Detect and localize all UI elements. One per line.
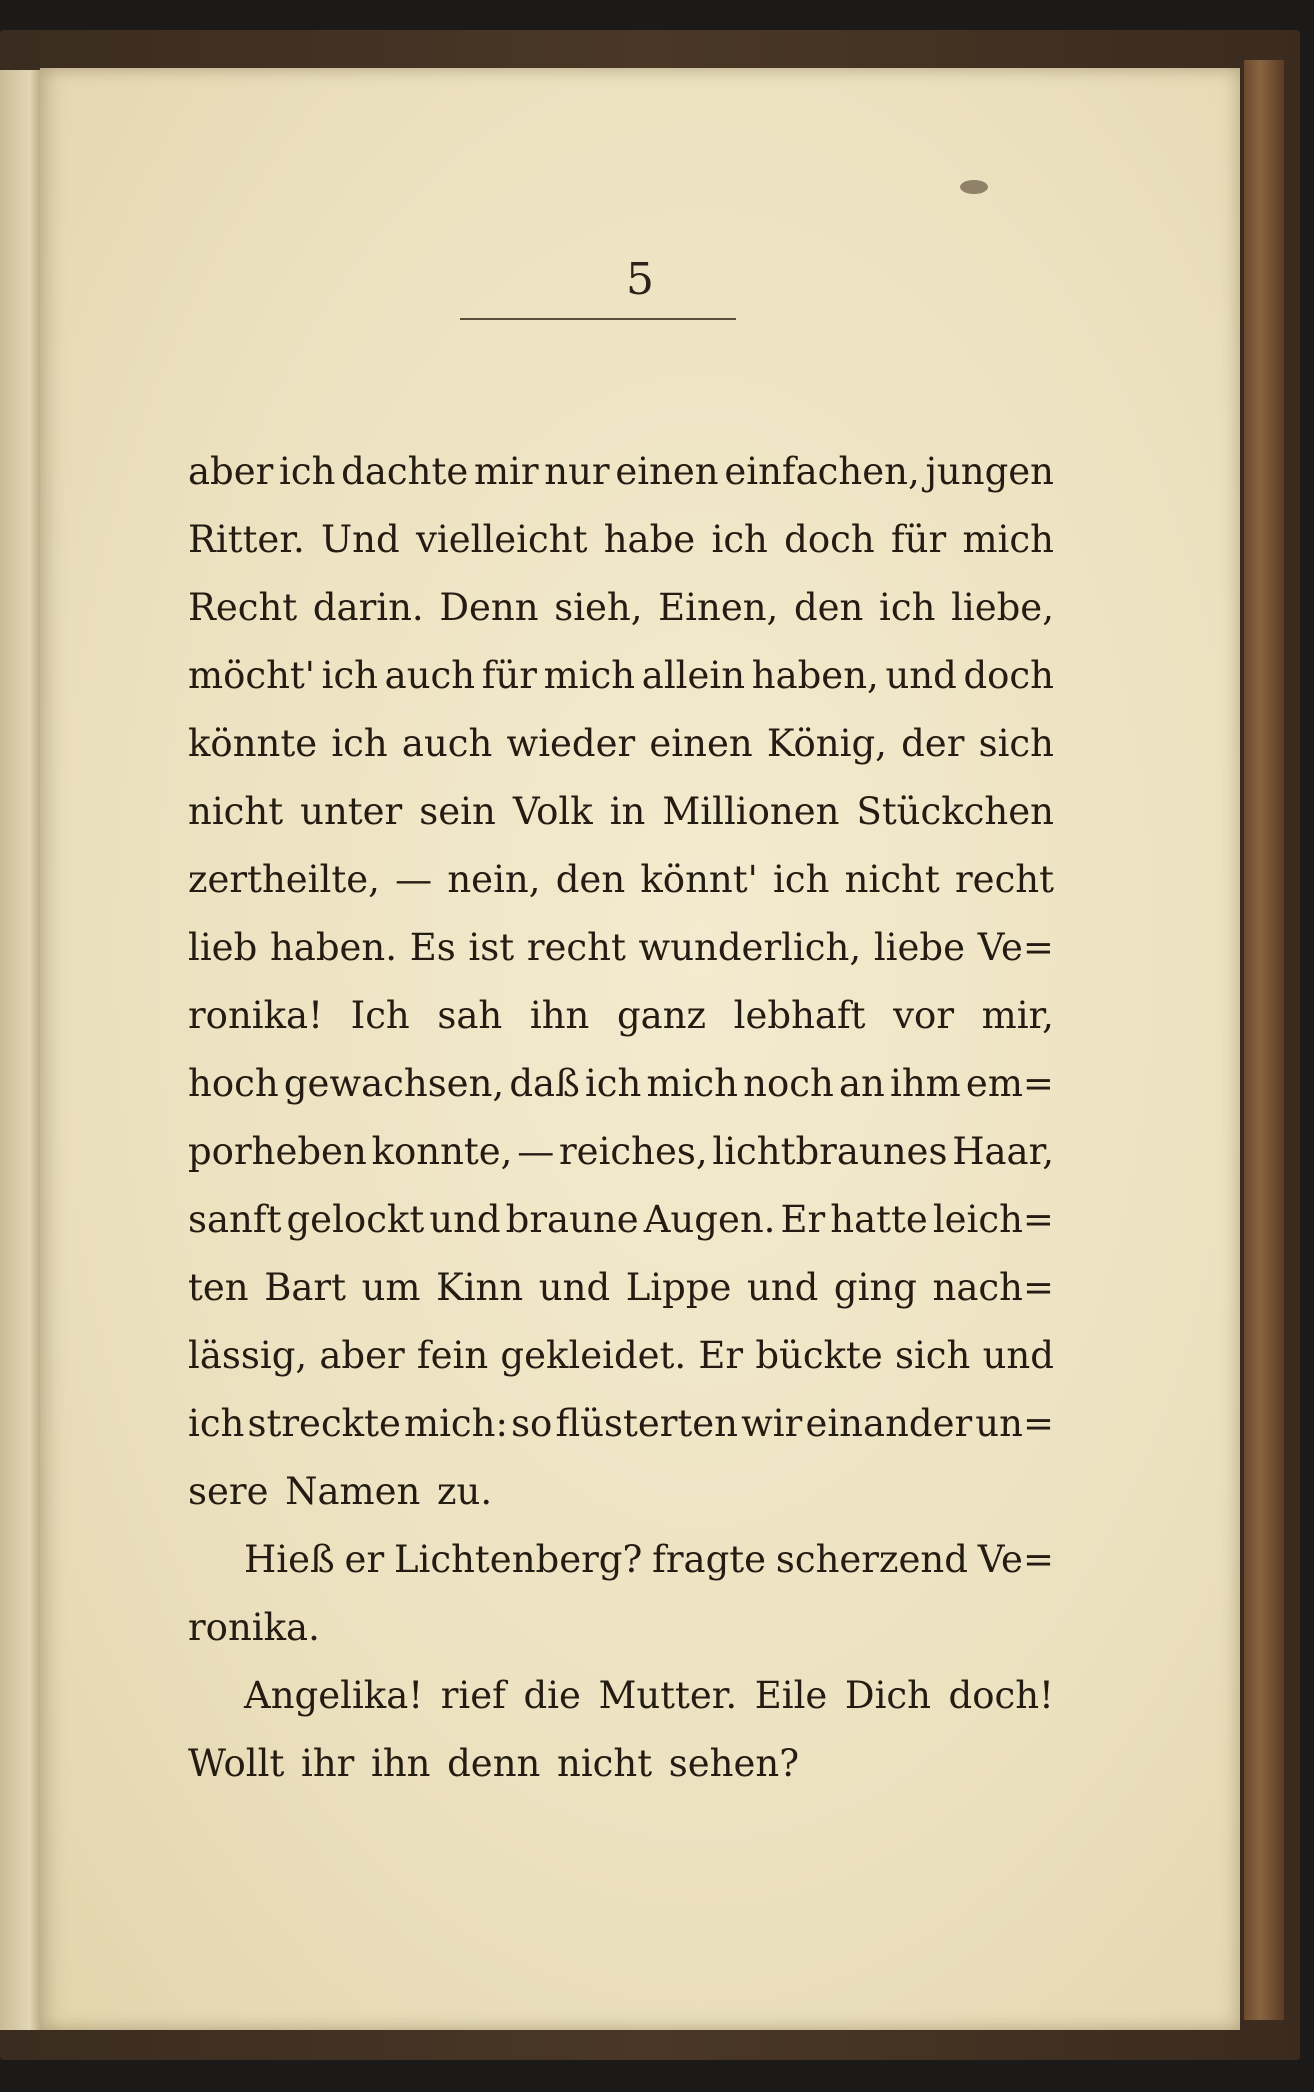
text-line: Ritter. Und vielleicht habe ich doch für mich bbox=[188, 518, 1054, 561]
text-line: sanft gelockt und braune Augen. Er hatte leich= bbox=[188, 1198, 1054, 1241]
text-line: könnte ich auch wieder einen König, der sich bbox=[188, 722, 1054, 765]
book-page bbox=[40, 68, 1240, 2030]
text-line: Recht darin. Denn sieh, Einen, den ich liebe, bbox=[188, 586, 1054, 629]
header-rule bbox=[460, 318, 736, 320]
text-line: möcht' ich auch für mich allein haben, und doch bbox=[188, 654, 1054, 697]
text-line: Angelika! rief die Mutter. Eile Dich doch! bbox=[244, 1674, 1054, 1717]
page-number: 5 bbox=[626, 254, 654, 305]
text-line: porheben konnte, — reiches, lichtbraunes Haar, bbox=[188, 1130, 1054, 1173]
text-line: lässig, aber fein gekleidet. Er bückte sich und bbox=[188, 1334, 1054, 1377]
text-line: ronika! Ich sah ihn ganz lebhaft vor mir, bbox=[188, 994, 1054, 1037]
text-line: zertheilte, — nein, den könnt' ich nicht recht bbox=[188, 858, 1054, 901]
text-line: Hieß er Lichtenberg? fragte scherzend Ve= bbox=[244, 1538, 1054, 1581]
text-line: Wollt ihr ihn denn nicht sehen? bbox=[188, 1742, 800, 1785]
text-line: hoch gewachsen, daß ich mich noch an ihm em= bbox=[188, 1062, 1054, 1105]
text-line: lieb haben. Es ist recht wunderlich, liebe Ve= bbox=[188, 926, 1054, 969]
body-text bbox=[188, 438, 1054, 1798]
previous-page-edge bbox=[0, 70, 42, 2030]
text-line: nicht unter sein Volk in Millionen Stückchen bbox=[188, 790, 1054, 833]
text-line: ich streckte mich: so flüsterten wir einander un= bbox=[188, 1402, 1054, 1445]
text-line: ronika. bbox=[188, 1606, 320, 1649]
text-line: ten Bart um Kinn und Lippe und ging nach= bbox=[188, 1266, 1054, 1309]
cover-edge bbox=[1244, 60, 1284, 2020]
text-line: sere Namen zu. bbox=[188, 1470, 493, 1513]
text-line: aber ich dachte mir nur einen einfachen, jungen bbox=[188, 450, 1054, 493]
paper-stain bbox=[960, 180, 988, 194]
